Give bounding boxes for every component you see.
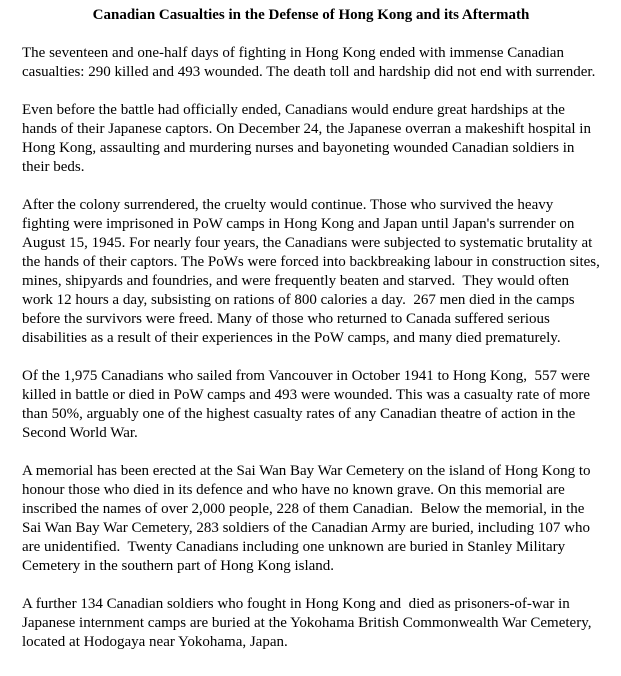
document-body bbox=[22, 44, 604, 652]
paragraph-casualty-summary: The seventeen and one-half days of fighting in Hong Kong ended with immense Canadian casualties: 290 killed and 493 wounded. The death toll and hardship did not end with surrender. bbox=[22, 45, 596, 80]
paragraph-casualty-rate: Of the 1,975 Canadians who sailed from Vancouver in October 1941 to Hong Kong, 557 were killed in battle or died in PoW camps and 493 were wounded. This was a casualty rate of more than 50%, arguably one of the highest casualty rates of any Canadian theatre of action in the Second World War. bbox=[22, 368, 594, 441]
paragraph-pow-camps: After the colony surrendered, the cruelty would continue. Those who survived the heavy fighting were imprisoned in PoW camps in Hong Kong and Japan until Japan's surrender on August 15, 1945. For nearly four years, the Canadians were subjected to systematic brutality at the hands of their captors. The PoWs were forced into backbreaking labour in construction sites, mines, shipyards and foundries, and were frequently beaten and starved. They would often work 12 hours a day, subsisting on rations of 800 calories a day. 267 men died in the camps before the survivors were freed. Many of those who returned to Canada suffered serious disabilities as a result of their experiences in the PoW camps, and many died prematurely. bbox=[22, 197, 604, 346]
paragraph-yokohama-cemetery: A further 134 Canadian soldiers who fought in Hong Kong and died as prisoners-of-war in Japanese internment camps are buried at the Yokohama British Commonwealth War Cemetery, located at Hodogaya near Yokohama, Japan. bbox=[22, 596, 596, 650]
paragraph-sai-wan-memorial: A memorial has been erected at the Sai Wan Bay War Cemetery on the island of Hong Kong to honour those who died in its defence and who have no known grave. On this memorial are inscribed the names of over 2,000 people, 228 of them Canadian. Below the memorial, in the Sai Wan Bay War Cemetery, 283 soldiers of the Canadian Army are buried, including 107 who are unidentified. Twenty Canadians including one unknown are buried in Stanley Military Cemetery in the southern part of Hong Kong island. bbox=[22, 463, 595, 574]
document-title: Canadian Casualties in the Defense of Hong Kong and its Aftermath bbox=[92, 7, 530, 23]
paragraph-hospital-atrocity: Even before the battle had officially ended, Canadians would endure great hardships at the hands of their Japanese captors. On December 24, the Japanese overran a makeshift hospital in Hong Kong, assaulting and murdering nurses and bayoneting wounded Canadian soldiers in their beds. bbox=[22, 102, 595, 175]
